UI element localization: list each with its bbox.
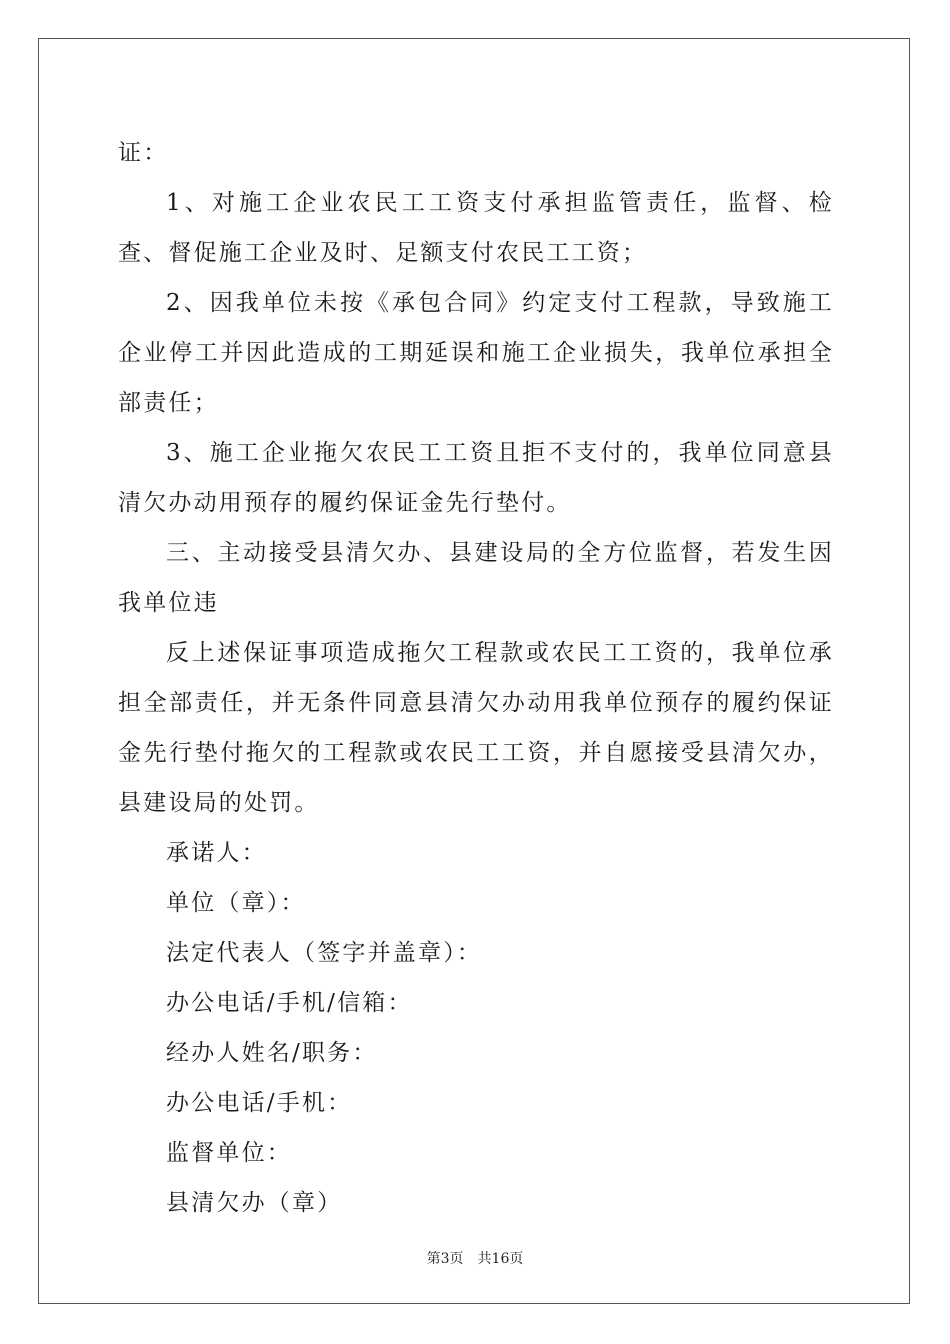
page-footer [0,1248,950,1268]
field-county-office-seal: 县清欠办（章） [166,1190,343,1216]
paragraph-section-3: 三、主动接受县清欠办、县建设局的全方位监督，若发生因我单位违 [118,540,834,616]
field-office-phone-mail: 办公电话/手机/信箱： [166,990,413,1016]
page-total: 共16页 [477,1251,524,1267]
paragraph-section-3-continued: 反上述保证事项造成拖欠工程款或农民工工资的，我单位承担全部责任，并无条件同意县清欠办动用我单位预存的履约保证金先行垫付拖欠的工程款或农民工工资，并自愿接受县清欠办，县建设局的处罚。 [118,640,834,816]
field-unit-seal: 单位（章）： [166,890,306,916]
paragraph-item-2: 2、因我单位未按《承包合同》约定支付工程款，导致施工企业停工并因此造成的工期延误和施工企业损失，我单位承担全部责任； [118,290,834,416]
document-body [118,128,834,1228]
field-promisor: 承诺人： [166,840,267,866]
paragraph-item-3: 3、施工企业拖欠农民工工资且拒不支付的，我单位同意县清欠办动用预存的履约保证金先行垫付。 [118,440,834,516]
field-supervising-unit: 监督单位： [166,1140,292,1166]
paragraph-continuation: 证： [118,140,169,166]
page-number: 第3页 [426,1251,464,1267]
field-office-phone: 办公电话/手机： [166,1090,353,1116]
field-handler-name-title: 经办人姓名/职务： [166,1040,378,1066]
field-legal-representative: 法定代表人（签字并盖章）： [166,940,483,966]
paragraph-item-1: 1、对施工企业农民工工资支付承担监管责任，监督、检查、督促施工企业及时、足额支付农民工工资； [118,190,834,266]
